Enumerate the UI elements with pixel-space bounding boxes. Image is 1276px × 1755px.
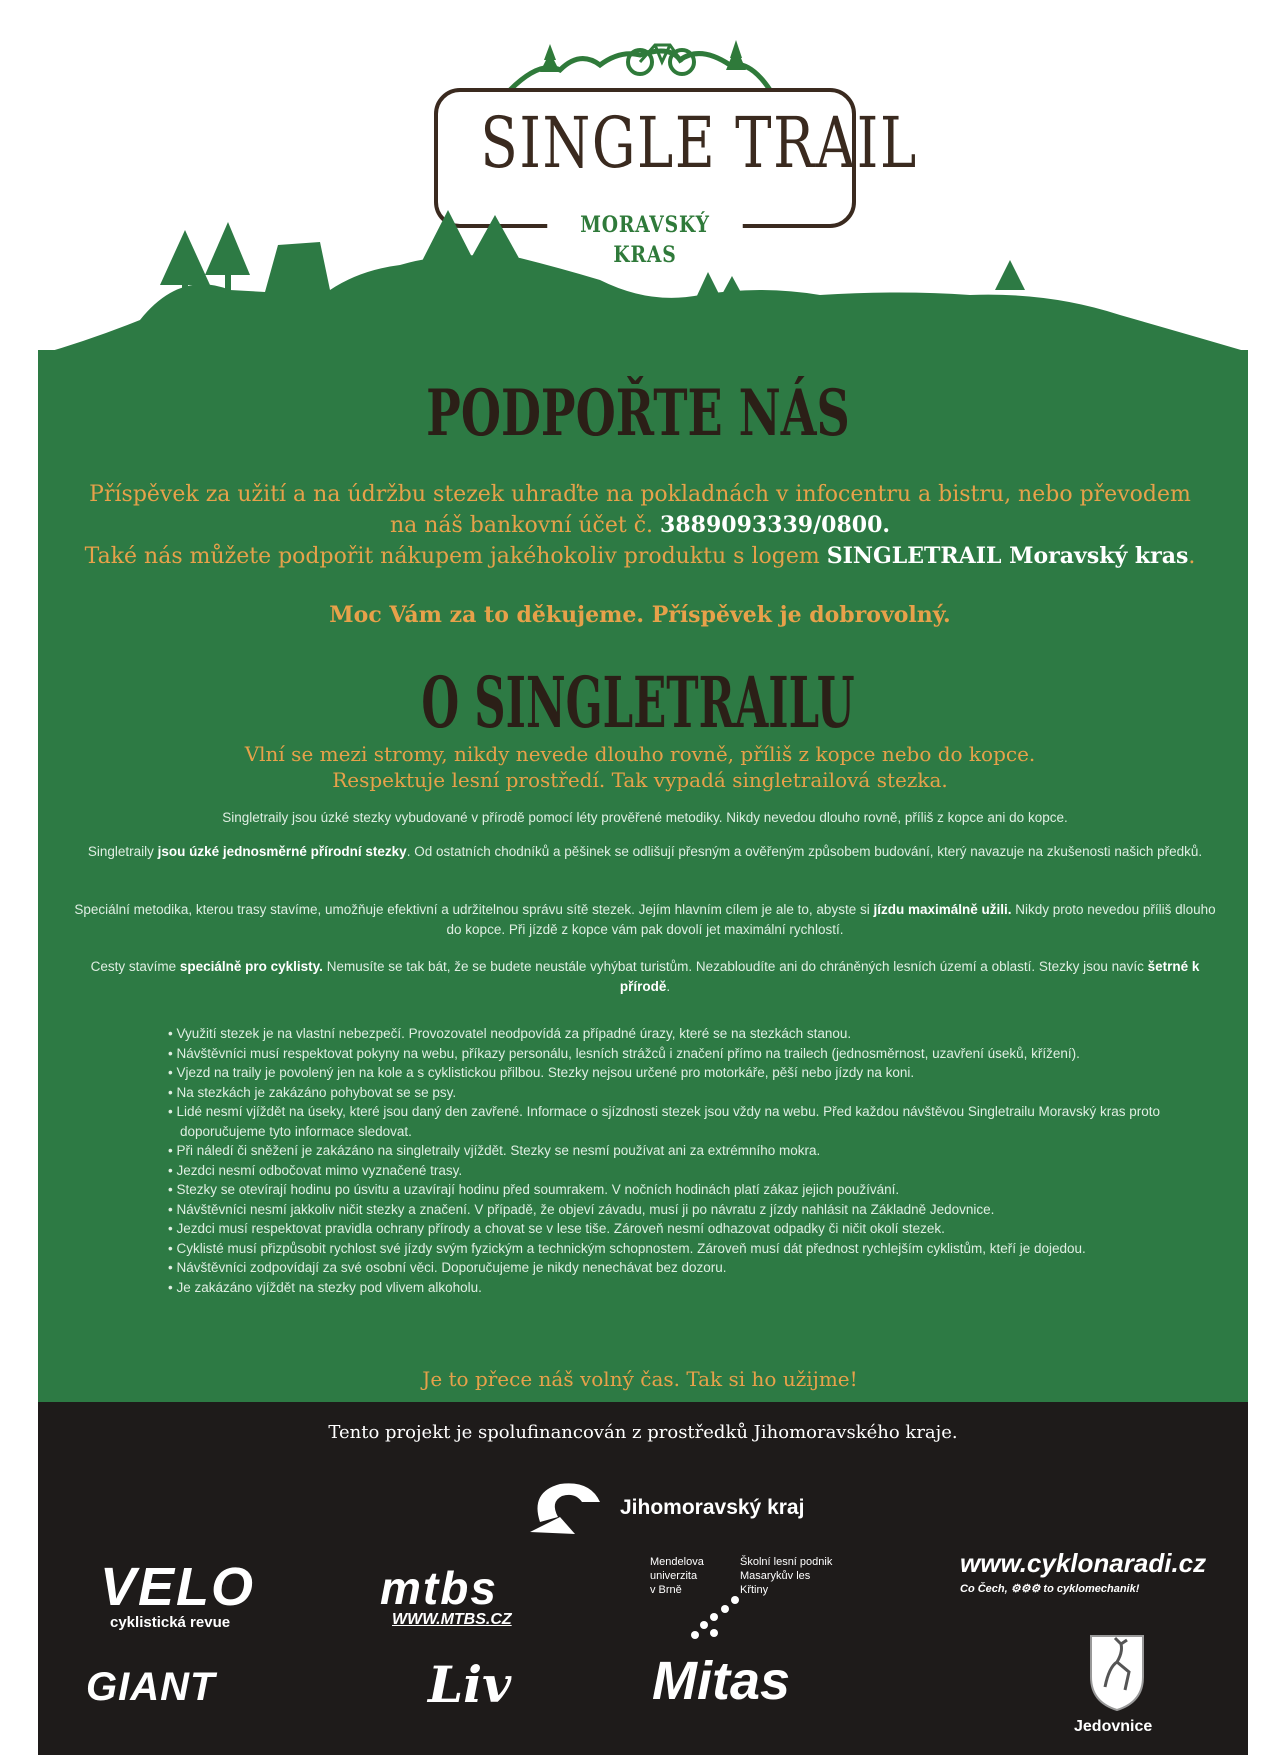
support-heading: PODPOŘTE NÁS — [426, 376, 850, 451]
merch-end: . — [1188, 544, 1196, 569]
list-item: • Jezdci musí respektovat pravidla ochrany přírody a chovat se v lese tiše. Zároveň nesmí odhazovat odpadky či ničit okolí stezek. — [168, 1219, 1168, 1239]
list-item: • Stezky se otevírají hodinu po úsvitu a uzavírají hodinu před soumrakem. V nočních hodinách platí zákaz jejich používání. — [168, 1180, 1168, 1200]
list-item: • Návštěvníci nesmí jakkoliv ničit stezky a značení. V případě, že objeví závadu, musí ji po návratu z jízdy nahlásit na Základně Jedovnice. — [168, 1200, 1168, 1220]
list-item: • Jezdci nesmí odbočovat mimo vyznačené trasy. — [168, 1161, 1168, 1181]
bank-account-number: 3889093339/0800. — [660, 512, 891, 538]
support-line-1: Příspěvek za užití a na údržbu stezek uhraďte na pokladnách v infocentru a bistru, nebo převodem — [89, 482, 1191, 507]
list-item: • Vjezd na traily je povolený jen na kole a s cyklistickou přilbou. Stezky nejsou určené pro motorkáře, pěší nebo jízdy na koni. — [168, 1063, 1168, 1083]
list-item: • Při náledí či sněžení je zakázáno na singletraily vjíždět. Stezky se nesmí používat ani za extrémního mokra. — [168, 1141, 1168, 1161]
tagline-a: Co Čech, — [960, 1583, 1008, 1595]
mtbs-wordmark: mtbs — [380, 1562, 498, 1614]
mendel-line: Křtiny — [740, 1584, 769, 1596]
list-item: • Je zakázáno vjíždět na stezky pod vlivem alkoholu. — [168, 1278, 1168, 1298]
p2-text-a: Singletraily — [87, 844, 158, 859]
p3-emphasis: jízdu maximálně užili. — [873, 902, 1012, 917]
singletrail-logo — [420, 30, 918, 268]
liv-logo: Liv — [428, 1655, 512, 1714]
giant-logo: GIANT — [86, 1665, 216, 1709]
mendel-right-text — [740, 1555, 870, 1597]
velo-wordmark: VELO — [100, 1557, 256, 1617]
mendel-left-text — [650, 1555, 740, 1597]
cyklonaradi-tagline — [960, 1582, 1206, 1595]
p2-emphasis: jsou úzké jednosměrné přírodní stezky — [157, 844, 407, 859]
cyklonaradi-url: www.cyklonaradi.cz — [960, 1548, 1207, 1578]
support-text — [60, 480, 1220, 572]
brand-name: SINGLETRAIL Moravský kras — [826, 543, 1189, 569]
forest-hill-silhouette — [0, 210, 1276, 360]
list-item: • Lidé nesmí vjíždět na úseky, které jsou daný den zavřené. Informace o sjízdnosti stezek jsou vždy na webu. Před každou návštěvou Singletrailu Moravský kras proto doporučujeme tyto informace sledovat. — [168, 1102, 1168, 1141]
jihomoravsky-kraj-logo-icon — [520, 1472, 610, 1542]
list-item: • Na stezkách je zakázáno pohybovat se se psy. — [168, 1083, 1168, 1103]
p4-emphasis-2: šetrné k přírodě — [619, 959, 1200, 994]
about-heading: O SINGLETRAILU — [421, 661, 855, 744]
about-paragraph-2 — [70, 842, 1220, 862]
mendel-university-logo — [650, 1555, 880, 1645]
cofunding-note: Tento projekt je spolufinancován z prostředků Jihomoravského kraje. — [328, 1422, 958, 1443]
cyklonaradi-logo — [960, 1550, 1206, 1595]
about-lead-2: Respektuje lesní prostředí. Tak vypadá singletrailová stezka. — [332, 768, 948, 792]
list-item: • Využití stezek je na vlastní nebezpečí. Provozovatel neodpovídá za případné úrazy, které se na stezkách stanou. — [168, 1024, 1168, 1044]
about-paragraph-1: Singletraily jsou úzké stezky vybudované v přírodě pomocí léty prověřené metodiky. Nikdy nevedou dlouho rovně, příliš z kopce ani do kopce. — [222, 810, 1068, 825]
closing-text: Je to přece náš volný čas. Tak si ho užijme! — [422, 1367, 858, 1391]
jedovnice-coat-of-arms-icon — [1087, 1632, 1147, 1712]
mendel-line: Masarykův les — [740, 1570, 811, 1582]
mendel-line: univerzita — [650, 1570, 698, 1582]
chain-icon: ⚙⚙⚙ — [1010, 1583, 1041, 1595]
about-lead-1: Vlní se mezi stromy, nikdy nevede dlouho rovně, příliš z kopce nebo do kopce. — [244, 742, 1036, 766]
mitas-logo: Mitas — [652, 1651, 791, 1711]
mendel-line: Školní lesní podnik — [740, 1556, 833, 1568]
p4-text-e: . — [666, 979, 671, 994]
mendel-line: v Brně — [650, 1584, 682, 1596]
p4-text-c: Nemusíte se tak bát, že se budete neustále vyhýbat turistům. Nezabloudíte ani do chráněných lesních území a oblastí. Stezky jsou navíc — [322, 959, 1148, 974]
p4-text-a: Cesty stavíme — [90, 959, 180, 974]
about-paragraph-4 — [70, 957, 1220, 997]
jihomoravsky-kraj-logo-text: Jihomoravský kraj — [620, 1496, 805, 1519]
p2-text-c: . Od ostatních chodníků a pěšinek se odlišují přesným a ověřeným způsobem budování, který navazuje na zkušenosti našich předků. — [406, 844, 1203, 859]
about-paragraph-3 — [70, 900, 1220, 940]
p4-emphasis-1: speciálně pro cyklisty. — [179, 959, 323, 974]
logo-title: SINGLE TRAIL — [480, 102, 918, 184]
list-item: • Návštěvníci zodpovídají za své osobní věci. Doporučujeme je nikdy nenechávat bez dozoru. — [168, 1258, 1168, 1278]
account-label: na náš bankovní účet č. — [389, 513, 661, 538]
about-lead — [60, 741, 1220, 793]
list-item: • Návštěvníci musí respektovat pokyny na webu, příkazy personálu, lesních strážců i značení přímo na trailech (jednosměrnost, uzavření úseků, křížení). — [168, 1044, 1168, 1064]
jedovnice-label: Jedovnice — [1074, 1718, 1153, 1735]
mtbs-logo — [380, 1562, 512, 1629]
thanks-text: Moc Vám za to děkujeme. Příspěvek je dobrovolný. — [329, 602, 951, 628]
list-item: • Cyklisté musí přizpůsobit rychlost své jízdy svým fyzickým a technickým schopnostem. Zároveň musí dát přednost rychlejším cyklistům, kteří je dojedou. — [168, 1239, 1168, 1259]
mendel-line: Mendelova — [650, 1556, 704, 1568]
dots-icon — [690, 1595, 740, 1640]
velo-subtitle: cyklistická revue — [110, 1614, 231, 1631]
merch-text: Také nás můžete podpořit nákupem jakéhokoliv produktu s logem — [84, 544, 827, 569]
p3-text-a: Speciální metodika, kterou trasy stavíme, umožňuje efektivní a udržitelnou správu sítě stezek. Jejím hlavním cílem je ale to, abyste si — [74, 902, 874, 917]
tagline-b: to cyklomechanik! — [1043, 1583, 1140, 1595]
mtbs-url: WWW.MTBS.CZ — [392, 1611, 512, 1628]
trail-rules-list — [168, 1024, 1168, 1297]
support-line-2 — [60, 510, 1220, 541]
velo-logo — [100, 1557, 256, 1631]
logo-subtitle: MORAVSKÝ KRAS — [547, 210, 743, 270]
p3-text-c: Nikdy proto nevedou příliš dlouho do kopce. Při jízdě z kopce vám pak dovolí jet maximální rychlostí. — [446, 902, 1216, 937]
support-line-3 — [60, 541, 1220, 572]
